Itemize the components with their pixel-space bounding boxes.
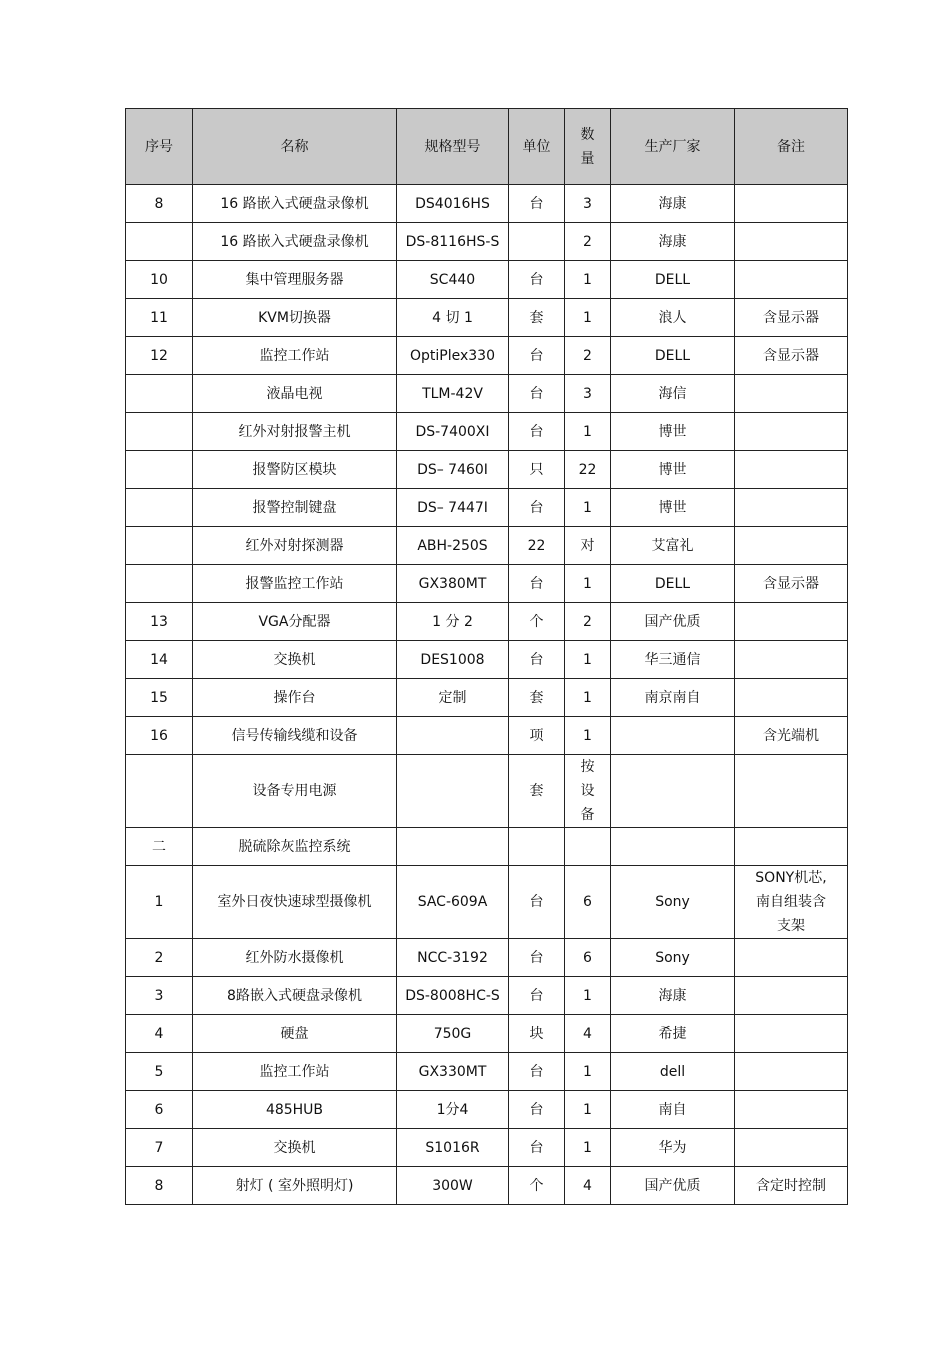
header-maker: 生产厂家 bbox=[611, 109, 735, 185]
table-row bbox=[126, 939, 848, 977]
cell-note: 含光端机 bbox=[735, 717, 848, 755]
cell-no bbox=[126, 755, 193, 828]
cell-unit: 块 bbox=[509, 1015, 565, 1053]
cell-unit: 台 bbox=[509, 565, 565, 603]
table-row bbox=[126, 413, 848, 451]
cell-name: 操作台 bbox=[193, 679, 397, 717]
cell-model bbox=[397, 828, 509, 866]
cell-maker: 南京南自 bbox=[611, 679, 735, 717]
cell-model: 300W bbox=[397, 1167, 509, 1205]
cell-unit: 台 bbox=[509, 375, 565, 413]
table-row bbox=[126, 603, 848, 641]
cell-qty: 2 bbox=[565, 223, 611, 261]
table-row bbox=[126, 299, 848, 337]
cell-note bbox=[735, 527, 848, 565]
cell-maker: 希捷 bbox=[611, 1015, 735, 1053]
cell-unit: 个 bbox=[509, 1167, 565, 1205]
cell-unit: 台 bbox=[509, 866, 565, 939]
cell-qty: 1 bbox=[565, 565, 611, 603]
cell-name: 液晶电视 bbox=[193, 375, 397, 413]
cell-name: 485HUB bbox=[193, 1091, 397, 1129]
cell-note bbox=[735, 1091, 848, 1129]
table-row bbox=[126, 755, 848, 828]
cell-unit: 个 bbox=[509, 603, 565, 641]
cell-name: 监控工作站 bbox=[193, 1053, 397, 1091]
table-header bbox=[126, 109, 848, 185]
cell-unit: 22 bbox=[509, 527, 565, 565]
cell-qty: 1 bbox=[565, 299, 611, 337]
table-row bbox=[126, 1091, 848, 1129]
cell-unit: 台 bbox=[509, 1129, 565, 1167]
cell-model: 定制 bbox=[397, 679, 509, 717]
cell-maker: Sony bbox=[611, 939, 735, 977]
cell-qty bbox=[565, 828, 611, 866]
cell-model: S1016R bbox=[397, 1129, 509, 1167]
cell-note bbox=[735, 1053, 848, 1091]
table-row bbox=[126, 1053, 848, 1091]
cell-note-line: SONY机芯, bbox=[755, 870, 827, 886]
cell-note bbox=[735, 261, 848, 299]
cell-maker: DELL bbox=[611, 337, 735, 375]
cell-maker: 博世 bbox=[611, 489, 735, 527]
cell-model: DS-7400XI bbox=[397, 413, 509, 451]
cell-note bbox=[735, 641, 848, 679]
cell-note bbox=[735, 451, 848, 489]
cell-qty: 4 bbox=[565, 1167, 611, 1205]
table-row bbox=[126, 1015, 848, 1053]
cell-name: 红外对射探测器 bbox=[193, 527, 397, 565]
cell-unit: 项 bbox=[509, 717, 565, 755]
cell-qty: 1 bbox=[565, 977, 611, 1015]
cell-unit: 只 bbox=[509, 451, 565, 489]
cell-no: 4 bbox=[126, 1015, 193, 1053]
cell-name: 8路嵌入式硬盘录像机 bbox=[193, 977, 397, 1015]
cell-model: OptiPlex330 bbox=[397, 337, 509, 375]
cell-maker: 南自 bbox=[611, 1091, 735, 1129]
cell-name: 红外对射报警主机 bbox=[193, 413, 397, 451]
cell-model: 1分4 bbox=[397, 1091, 509, 1129]
header-model: 规格型号 bbox=[397, 109, 509, 185]
table-row bbox=[126, 375, 848, 413]
cell-name: 脱硫除灰监控系统 bbox=[193, 828, 397, 866]
cell-qty-line: 设 bbox=[580, 783, 595, 799]
cell-name: 16 路嵌入式硬盘录像机 bbox=[193, 185, 397, 223]
cell-unit: 台 bbox=[509, 939, 565, 977]
cell-unit: 台 bbox=[509, 413, 565, 451]
cell-qty: 1 bbox=[565, 489, 611, 527]
table-row bbox=[126, 866, 848, 939]
cell-unit: 套 bbox=[509, 755, 565, 828]
cell-note: 含定时控制 bbox=[735, 1167, 848, 1205]
cell-unit: 台 bbox=[509, 1091, 565, 1129]
cell-unit bbox=[509, 223, 565, 261]
cell-no: 7 bbox=[126, 1129, 193, 1167]
table-row bbox=[126, 977, 848, 1015]
table-row bbox=[126, 641, 848, 679]
header-qty-line: 量 bbox=[580, 150, 595, 167]
cell-no: 15 bbox=[126, 679, 193, 717]
cell-note-line: 支架 bbox=[777, 918, 805, 934]
cell-model: ABH-250S bbox=[397, 527, 509, 565]
cell-no: 11 bbox=[126, 299, 193, 337]
cell-qty: 1 bbox=[565, 1053, 611, 1091]
cell-qty: 2 bbox=[565, 337, 611, 375]
header-no: 序号 bbox=[126, 109, 193, 185]
cell-name: VGA分配器 bbox=[193, 603, 397, 641]
cell-qty: 6 bbox=[565, 939, 611, 977]
cell-model: TLM-42V bbox=[397, 375, 509, 413]
cell-note bbox=[735, 866, 848, 939]
cell-name: 硬盘 bbox=[193, 1015, 397, 1053]
cell-name: 报警控制键盘 bbox=[193, 489, 397, 527]
header-name: 名称 bbox=[193, 109, 397, 185]
table-row bbox=[126, 679, 848, 717]
cell-maker: 华三通信 bbox=[611, 641, 735, 679]
cell-maker: 国产优质 bbox=[611, 1167, 735, 1205]
cell-no: 14 bbox=[126, 641, 193, 679]
cell-note bbox=[735, 1129, 848, 1167]
cell-name: 射灯 ( 室外照明灯) bbox=[193, 1167, 397, 1205]
cell-maker: DELL bbox=[611, 565, 735, 603]
cell-unit: 台 bbox=[509, 1053, 565, 1091]
cell-note bbox=[735, 603, 848, 641]
cell-name: 监控工作站 bbox=[193, 337, 397, 375]
table-body bbox=[126, 185, 848, 1205]
cell-qty: 对 bbox=[565, 527, 611, 565]
cell-qty: 1 bbox=[565, 413, 611, 451]
cell-no bbox=[126, 413, 193, 451]
cell-no: 13 bbox=[126, 603, 193, 641]
cell-model: GX380MT bbox=[397, 565, 509, 603]
cell-no bbox=[126, 489, 193, 527]
cell-model: 4 切 1 bbox=[397, 299, 509, 337]
cell-note bbox=[735, 828, 848, 866]
table-row bbox=[126, 223, 848, 261]
cell-note: 含显示器 bbox=[735, 565, 848, 603]
cell-maker: 海信 bbox=[611, 375, 735, 413]
cell-maker: dell bbox=[611, 1053, 735, 1091]
cell-name: 信号传输线缆和设备 bbox=[193, 717, 397, 755]
cell-maker: 国产优质 bbox=[611, 603, 735, 641]
cell-no bbox=[126, 527, 193, 565]
cell-name: 集中管理服务器 bbox=[193, 261, 397, 299]
cell-note bbox=[735, 1015, 848, 1053]
cell-name: 设备专用电源 bbox=[193, 755, 397, 828]
cell-maker bbox=[611, 828, 735, 866]
equipment-table bbox=[125, 108, 848, 1205]
header-note: 备注 bbox=[735, 109, 848, 185]
cell-unit: 台 bbox=[509, 337, 565, 375]
cell-no: 12 bbox=[126, 337, 193, 375]
cell-note bbox=[735, 375, 848, 413]
cell-no bbox=[126, 565, 193, 603]
cell-unit: 台 bbox=[509, 185, 565, 223]
cell-model: DS– 7447I bbox=[397, 489, 509, 527]
cell-qty-line: 按 bbox=[580, 759, 595, 775]
cell-name: 16 路嵌入式硬盘录像机 bbox=[193, 223, 397, 261]
cell-model bbox=[397, 755, 509, 828]
cell-maker: DELL bbox=[611, 261, 735, 299]
table-row bbox=[126, 565, 848, 603]
cell-maker: 浪人 bbox=[611, 299, 735, 337]
cell-name: 报警监控工作站 bbox=[193, 565, 397, 603]
cell-model: DES1008 bbox=[397, 641, 509, 679]
cell-unit: 台 bbox=[509, 261, 565, 299]
cell-unit: 套 bbox=[509, 299, 565, 337]
cell-name: 交换机 bbox=[193, 1129, 397, 1167]
cell-model: DS-8116HS-S bbox=[397, 223, 509, 261]
cell-qty: 1 bbox=[565, 641, 611, 679]
table-row bbox=[126, 451, 848, 489]
cell-model bbox=[397, 717, 509, 755]
cell-no: 1 bbox=[126, 866, 193, 939]
cell-no bbox=[126, 223, 193, 261]
cell-note bbox=[735, 223, 848, 261]
cell-qty: 1 bbox=[565, 717, 611, 755]
table-row bbox=[126, 828, 848, 866]
cell-maker: 海康 bbox=[611, 223, 735, 261]
cell-qty: 1 bbox=[565, 261, 611, 299]
cell-unit bbox=[509, 828, 565, 866]
cell-note-line: 南自组装含 bbox=[756, 894, 826, 910]
cell-note bbox=[735, 185, 848, 223]
cell-unit: 台 bbox=[509, 977, 565, 1015]
cell-model: NCC-3192 bbox=[397, 939, 509, 977]
cell-model: SC440 bbox=[397, 261, 509, 299]
cell-model: DS– 7460I bbox=[397, 451, 509, 489]
cell-maker bbox=[611, 755, 735, 828]
cell-qty: 22 bbox=[565, 451, 611, 489]
cell-note bbox=[735, 489, 848, 527]
cell-no: 3 bbox=[126, 977, 193, 1015]
cell-name: 报警防区模块 bbox=[193, 451, 397, 489]
cell-note bbox=[735, 939, 848, 977]
cell-maker: Sony bbox=[611, 866, 735, 939]
cell-no: 6 bbox=[126, 1091, 193, 1129]
cell-note bbox=[735, 413, 848, 451]
cell-model: GX330MT bbox=[397, 1053, 509, 1091]
cell-model: 750G bbox=[397, 1015, 509, 1053]
table-row bbox=[126, 185, 848, 223]
cell-model: DS-8008HC-S bbox=[397, 977, 509, 1015]
cell-model: DS4016HS bbox=[397, 185, 509, 223]
cell-maker: 艾富礼 bbox=[611, 527, 735, 565]
cell-qty bbox=[565, 755, 611, 828]
cell-qty: 4 bbox=[565, 1015, 611, 1053]
cell-qty: 1 bbox=[565, 1091, 611, 1129]
cell-no: 二 bbox=[126, 828, 193, 866]
cell-note bbox=[735, 679, 848, 717]
cell-note: 含显示器 bbox=[735, 299, 848, 337]
cell-name: 红外防水摄像机 bbox=[193, 939, 397, 977]
table-row bbox=[126, 527, 848, 565]
cell-maker: 海康 bbox=[611, 977, 735, 1015]
cell-qty: 2 bbox=[565, 603, 611, 641]
cell-no bbox=[126, 375, 193, 413]
cell-note: 含显示器 bbox=[735, 337, 848, 375]
cell-no: 5 bbox=[126, 1053, 193, 1091]
cell-maker bbox=[611, 717, 735, 755]
cell-no bbox=[126, 451, 193, 489]
cell-name: KVM切换器 bbox=[193, 299, 397, 337]
cell-model: SAC-609A bbox=[397, 866, 509, 939]
table-row bbox=[126, 1129, 848, 1167]
cell-no: 8 bbox=[126, 185, 193, 223]
cell-no: 10 bbox=[126, 261, 193, 299]
cell-qty: 3 bbox=[565, 375, 611, 413]
table-row bbox=[126, 1167, 848, 1205]
cell-no: 2 bbox=[126, 939, 193, 977]
cell-qty-line: 备 bbox=[580, 807, 595, 823]
cell-maker: 海康 bbox=[611, 185, 735, 223]
cell-qty: 1 bbox=[565, 679, 611, 717]
table-row bbox=[126, 261, 848, 299]
cell-maker: 博世 bbox=[611, 451, 735, 489]
cell-maker: 华为 bbox=[611, 1129, 735, 1167]
cell-qty: 1 bbox=[565, 1129, 611, 1167]
cell-unit: 台 bbox=[509, 641, 565, 679]
header-qty-line: 数 bbox=[580, 126, 595, 143]
cell-note bbox=[735, 977, 848, 1015]
header-qty bbox=[565, 109, 611, 185]
cell-note bbox=[735, 755, 848, 828]
table-row bbox=[126, 489, 848, 527]
table-row bbox=[126, 337, 848, 375]
cell-no: 8 bbox=[126, 1167, 193, 1205]
cell-no: 16 bbox=[126, 717, 193, 755]
cell-unit: 台 bbox=[509, 489, 565, 527]
cell-qty: 3 bbox=[565, 185, 611, 223]
table-row bbox=[126, 717, 848, 755]
cell-maker: 博世 bbox=[611, 413, 735, 451]
cell-qty: 6 bbox=[565, 866, 611, 939]
cell-name: 交换机 bbox=[193, 641, 397, 679]
cell-unit: 套 bbox=[509, 679, 565, 717]
header-unit: 单位 bbox=[509, 109, 565, 185]
cell-model: 1 分 2 bbox=[397, 603, 509, 641]
cell-name: 室外日夜快速球型摄像机 bbox=[193, 866, 397, 939]
